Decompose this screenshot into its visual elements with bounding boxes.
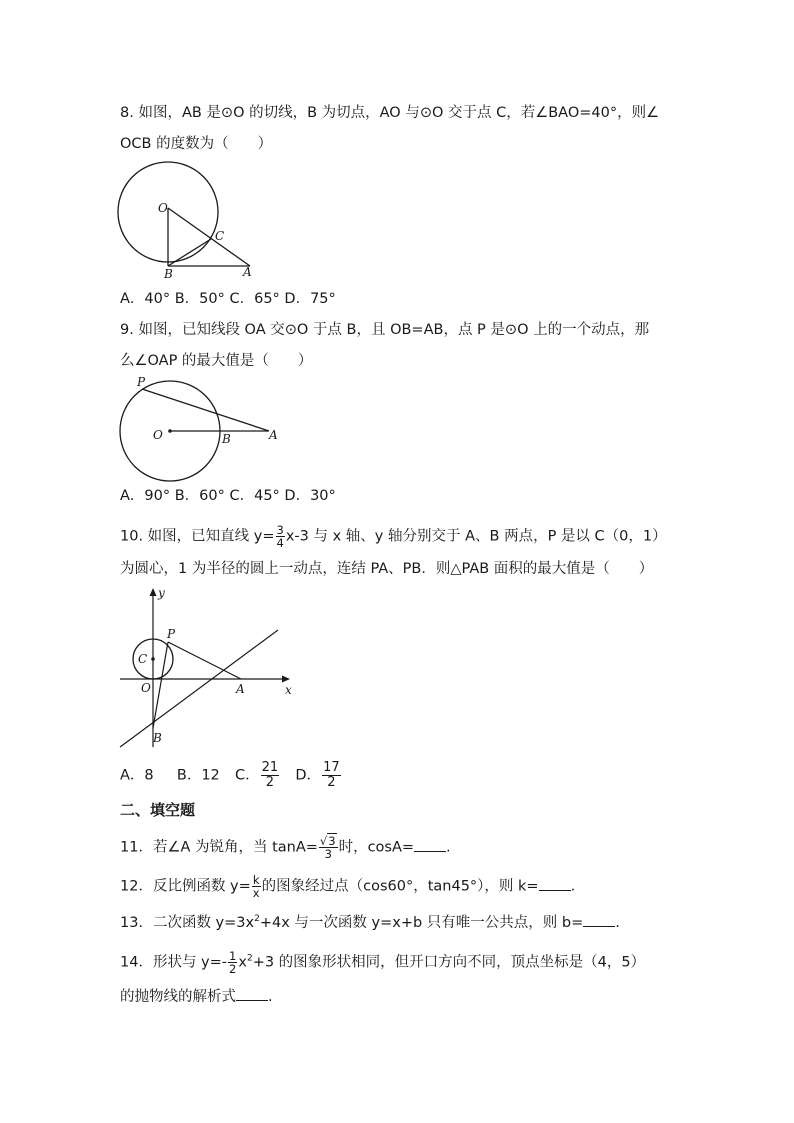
q10-x-axis-arrow [282, 676, 290, 683]
q9-circle-diagram [115, 373, 285, 488]
q8-segment-bc [168, 239, 211, 266]
q10-option-c-den: 2 [265, 775, 275, 790]
q11-fraction-den: 3 [324, 847, 332, 861]
q10-label-y: y [158, 586, 165, 600]
q13-text [120, 912, 620, 933]
q12-answer-blank[interactable] [539, 876, 571, 891]
q10-text-post: x-3 与 x 轴、y 轴分别交于 A、B 两点，P 是以 C（0，1） [285, 528, 667, 545]
q10-option-c-label: C． [235, 767, 260, 784]
q14-text-post: +3 的图象形状相同，但开口方向不同，顶点坐标是（4，5） [252, 954, 646, 971]
q10-text-pre: 10. 如图，已知直线 y= [120, 528, 275, 545]
q14-answer-blank[interactable] [236, 986, 268, 1001]
q10-segment-pb [153, 642, 168, 728]
q10-slope-fraction [276, 524, 285, 549]
q12-text-post: 的图象经过点（cos60°，tan45°），则 k= [261, 878, 539, 895]
q13-superscript: 2 [254, 914, 260, 925]
q10-label-a: A [236, 682, 245, 696]
q9-text-line2: 么∠OAP 的最大值是（ ） [120, 353, 313, 369]
q10-slope-den: 4 [276, 536, 284, 550]
q10-option-a: A．8 [120, 767, 154, 784]
q9-label-p: P [137, 375, 146, 389]
q10-segment-pa [168, 642, 241, 679]
q14-text-line1 [120, 950, 645, 975]
q12-text-pre: 12．反比例函数 y= [120, 878, 251, 895]
q8-label-o: O [158, 201, 168, 215]
q9-label-b: B [222, 432, 231, 446]
q9-label-a: A [269, 428, 278, 442]
q8-text-line1: 8. 如图，AB 是⊙O 的切线，B 为切点，AO 与⊙O 交于点 C，若∠BAO=40°，则∠ [120, 105, 660, 121]
q14-fraction-den: 2 [229, 962, 237, 976]
q10-options [120, 761, 342, 790]
q9-label-o: O [153, 428, 163, 442]
q10-option-d-label: D． [295, 767, 322, 784]
q10-label-o: O [141, 681, 151, 695]
q10-label-b: B [153, 731, 162, 745]
q10-slope-num: 3 [276, 523, 284, 537]
q11-text-post: 时，cosA= [338, 839, 415, 856]
q10-text-line1 [120, 524, 667, 549]
q11-answer-blank[interactable] [414, 837, 446, 852]
q8-options: A．40° B．50° C．65° D．75° [120, 291, 336, 307]
q11-text-pre: 11．若∠A 为锐角，当 tanA= [120, 839, 318, 856]
q10-option-d-fraction [322, 761, 341, 790]
q13-text-post: +4x 与一次函数 y=x+b 只有唯一公共点，则 b= [259, 915, 584, 931]
q10-option-c-fraction [261, 761, 280, 790]
q9-text-line1: 9. 如图，已知线段 OA 交⊙O 于点 B，且 OB=AB，点 P 是⊙O 上的一个动点，那 [120, 322, 650, 338]
q10-text-line2: 为圆心，1 为半径的圆上一动点，连结 PA、PB．则△PAB 面积的最大值是（ ） [120, 561, 654, 577]
q13-text-pre: 13．二次函数 y=3x [120, 915, 255, 931]
q8-circle-tangent-diagram [115, 160, 265, 285]
q11-text [120, 835, 451, 860]
q8-label-a: A [243, 265, 252, 279]
q9-options: A．90° B．60° C．45° D．30° [120, 488, 336, 504]
q13-text-end: . [615, 915, 620, 931]
q8-label-b: B [164, 267, 173, 281]
q14-text-line2 [120, 986, 273, 1007]
q14-text-line2-content: 的抛物线的解析式 [120, 989, 236, 1005]
q8-label-c: C [215, 229, 225, 243]
q12-text [120, 874, 575, 899]
q10-coordinate-diagram [115, 585, 300, 750]
q14-variable-x: x [238, 954, 247, 971]
q11-fraction [319, 835, 338, 860]
section-title-fill-in: 二、填空题 [120, 801, 196, 819]
q10-label-c: C [138, 652, 148, 666]
q14-text-pre: 14．形状与 y=- [120, 954, 228, 971]
q10-option-d-num: 17 [323, 760, 340, 775]
q12-fraction [252, 874, 261, 899]
q10-option-c-num: 21 [261, 760, 279, 775]
q14-fraction [228, 950, 237, 975]
q13-answer-blank[interactable] [583, 912, 615, 927]
q14-superscript: 2 [246, 953, 253, 964]
q14-fraction-num: 1 [229, 949, 237, 963]
q12-text-end: . [570, 878, 576, 895]
q11-text-end: . [446, 839, 451, 856]
q10-label-p: P [167, 627, 176, 641]
q10-option-d-den: 2 [327, 775, 336, 790]
q11-sqrt: √3 [319, 834, 336, 848]
q10-label-x: x [285, 683, 292, 697]
q10-center-dot [151, 657, 155, 661]
q10-y-axis-arrow [150, 588, 157, 596]
q12-fraction-num: k [252, 873, 260, 887]
q11-sqrt-value: 3 [328, 834, 336, 848]
q10-option-b: B．12 [176, 767, 220, 784]
q8-text-line2: OCB 的度数为（ ） [120, 136, 273, 152]
q14-text-end: . [268, 989, 273, 1005]
q12-fraction-den: x [252, 886, 260, 900]
q8-segment-oa [168, 208, 250, 266]
